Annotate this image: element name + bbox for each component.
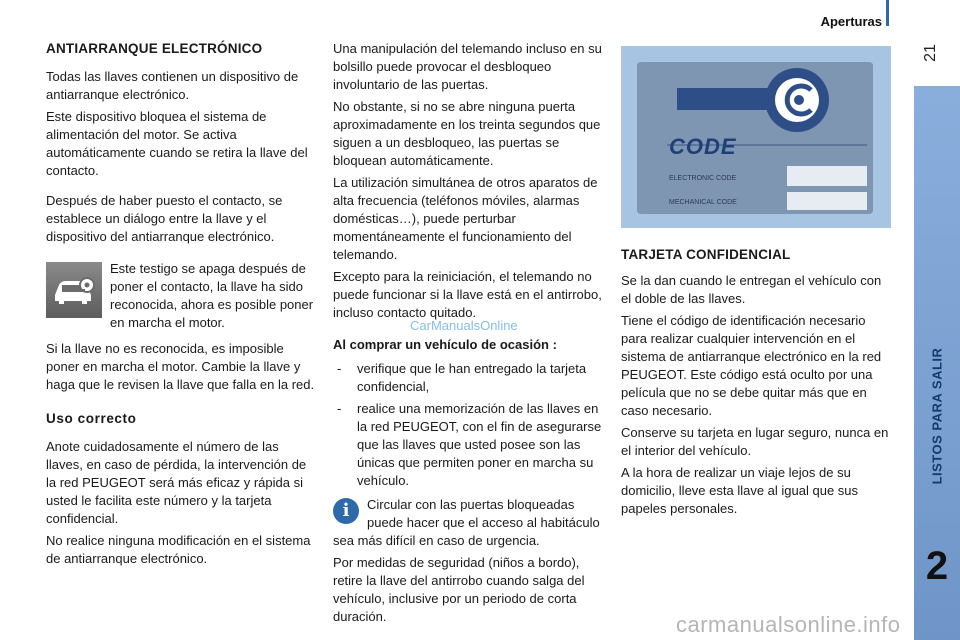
paragraph: Tiene el código de identificación necesario para realizar cualquier intervención en el sistema de antiarranque electrónico en la red PEUGEOT. Este código está oculto por una película que no se debe quitar más que en caso necesario. <box>621 313 882 418</box>
code-card-illustration <box>621 46 891 228</box>
list-item-text: realice una memorización de las llaves en la red PEUGEOT, con el fin de asegurarse que las llaves que usted posee son las únicas que permiten poner en marcha su vehículo. <box>357 401 602 488</box>
paragraph: Una manipulación del telemando incluso en su bolsillo puede provocar el desbloqueo involuntario de las puertas. <box>333 41 602 92</box>
page-number: 21 <box>921 44 939 62</box>
section-heading-antiarranque: ANTIARRANQUE ELECTRÓNICO <box>46 41 263 56</box>
paragraph: No obstante, si no se abre ninguna puerta aproximadamente en los treinta segundos que siguen a un desbloqueo, las puertas se bloquean automáticamente. <box>333 99 601 168</box>
paragraph: Este dispositivo bloquea el sistema de alimentación del motor. Se activa automáticamente cuando se retira la llave del contacto. <box>46 109 308 178</box>
paragraph: Por medidas de seguridad (niños a bordo), retire la llave del antirrobo cuando salga del vehículo, inclusive por un periodo de corta duración. <box>333 555 585 624</box>
paragraph: Todas las llaves contienen un dispositivo de antiarranque electrónico. <box>46 69 299 102</box>
paragraph: No realice ninguna modificación en el sistema de antiarranque electrónico. <box>46 533 311 566</box>
card-mechanical-code-label: MECHANICAL CODE <box>669 199 737 206</box>
chapter-side-tab <box>914 86 960 640</box>
warning-text: Este testigo se apaga después de poner el contacto, la llave ha sido reconocida, ahora es posible poner en marcha el motor. <box>110 261 314 330</box>
info-icon: i <box>333 498 359 524</box>
watermark-footer: carmanualsonline.info <box>676 612 901 637</box>
info-text: Circular con las puertas bloqueadas puede hacer que el acceso al habitáculo sea más difícil en caso de urgencia. <box>333 497 600 548</box>
section-title: Aperturas <box>820 14 882 29</box>
car-key-warning-icon <box>46 262 102 318</box>
chapter-number: 2 <box>925 544 949 588</box>
paragraph: Conserve su tarjeta en lugar seguro, nunca en el interior del vehículo. <box>621 425 889 458</box>
column-middle <box>333 40 603 630</box>
paragraph: A la hora de realizar un viaje lejos de su domicilio, lleve esta llave al igual que sus papeles personales. <box>621 465 859 516</box>
column-left <box>46 40 318 572</box>
used-vehicle-heading: Al comprar un vehículo de ocasión : <box>333 337 557 352</box>
card-code-label: CODE <box>669 134 737 159</box>
paragraph: Se la dan cuando le entregan el vehículo con el doble de las llaves. <box>621 273 882 306</box>
paragraph: La utilización simultánea de otros aparatos de alta frecuencia (teléfonos móviles, alarmas domésticas…), puede perturbar momentáneamente el funcionamiento del telemando. <box>333 175 598 262</box>
paragraph: Excepto para la reiniciación, el telemando no puede funcionar si la llave está en el antirrobo, incluso contacto quitado. <box>333 269 602 320</box>
paragraph: Anote cuidadosamente el número de las llaves, en caso de pérdida, la intervención de la red PEUGEOT será más eficaz y rápida si usted le facilita este número y la tarjeta confidencial. <box>46 439 307 526</box>
confidential-card <box>637 62 873 214</box>
card-electronic-code-label: ELECTRONIC CODE <box>669 175 737 182</box>
watermark-overlay: CarManualsOnline <box>410 318 518 333</box>
info-note <box>333 496 603 550</box>
column-right <box>621 46 891 522</box>
paragraph: Después de haber puesto el contacto, se establece un diálogo entre la llave y el dispositivo del antiarranque electrónico. <box>46 193 283 244</box>
section-heading-tarjeta: TARJETA CONFIDENCIAL <box>621 247 791 262</box>
section-heading-uso-correcto: Uso correcto <box>46 411 137 426</box>
warning-lamp-note <box>46 260 318 332</box>
list-item: - verifique que le han entregado la tarjeta confidencial, <box>337 361 587 394</box>
chapter-label: LISTOS PARA SALIR <box>929 347 945 485</box>
paragraph: Si la llave no es reconocida, es imposible poner en marcha el motor. Cambie la llave y haga que le revisen la llave que falla en la red. <box>46 341 315 392</box>
list-item-text: verifique que le han entregado la tarjeta confidencial, <box>357 361 587 394</box>
header-accent-bar <box>886 0 889 26</box>
list-item: - realice una memorización de las llaves en la red PEUGEOT, con el fin de asegurarse que las llaves que usted posee son las únicas que permiten poner en marcha su vehículo. <box>337 401 602 488</box>
